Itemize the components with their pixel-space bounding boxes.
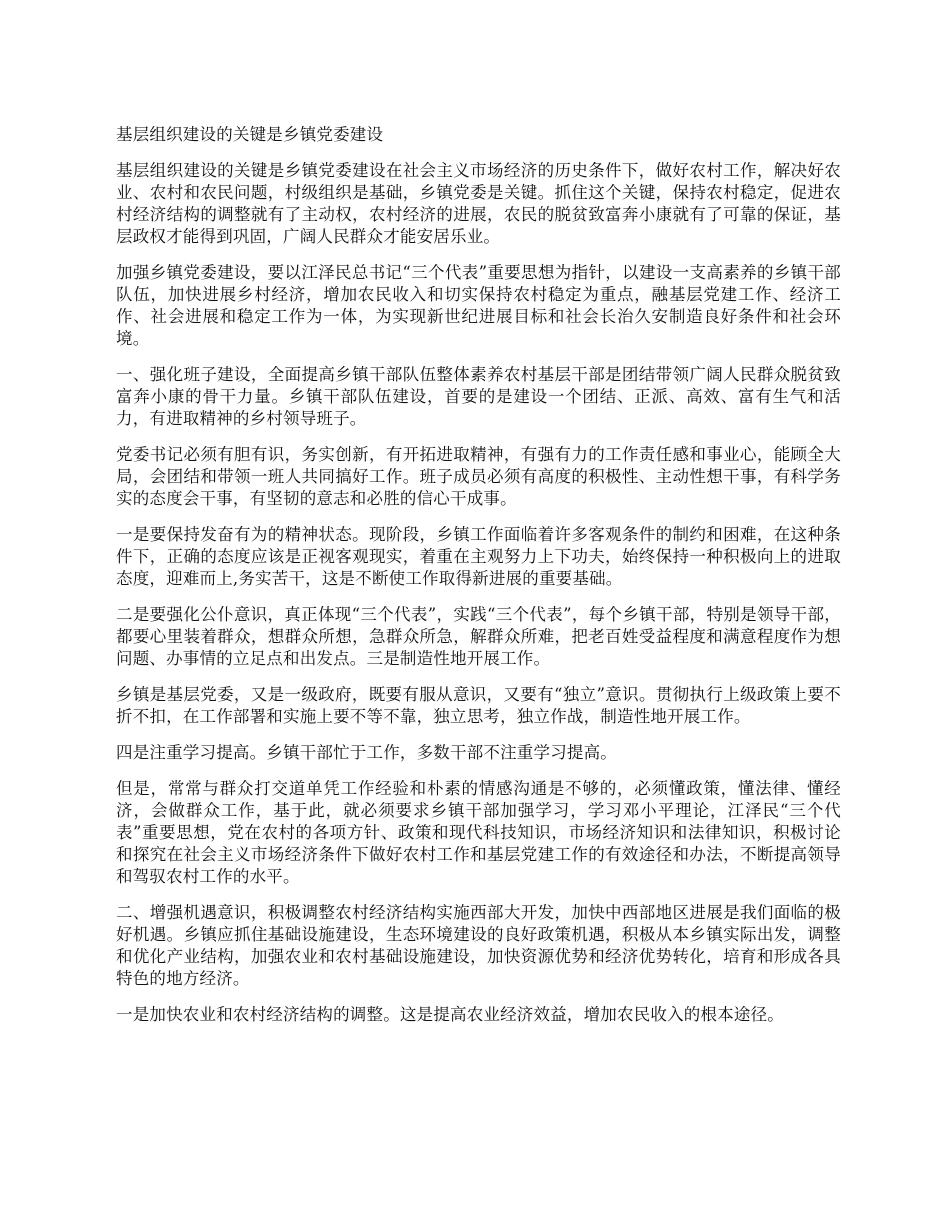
document-title: 基层组织建设的关键是乡镇党委建设 bbox=[116, 125, 384, 144]
paragraph-1: 基层组织建设的关键是乡镇党委建设在社会主义市场经济的历史条件下，做好农村工作，解决好农业、农村和农民问题，村级组织是基础，乡镇党委是关键。抓住这个关键，保持农村稳定，促进农村经济结构的调整就有了主动权，农村经济的进展，农民的脱贫致富奔小康就有了可靠的保证，基层政权才能得到巩固，广阔人民群众才能安居乐业。 bbox=[116, 161, 841, 246]
paragraph-11: 一是加快农业和农村经济结构的调整。这是提高农业经济效益，增加农民收入的根本途径。 bbox=[116, 1005, 784, 1024]
paragraph-7: 乡镇是基层党委，又是一级政府，既要有服从意识，又要有“独立”意识。贯彻执行上级政策上要不折不扣，在工作部署和实施上要不等不靠，独立思考，独立作战，制造性地开展工作。 bbox=[116, 685, 841, 726]
paragraph-2: 加强乡镇党委建设，要以江泽民总书记“三个代表”重要思想为指针，以建设一支高素养的乡镇干部队伍，加快进展乡村经济，增加农民收入和切实保持农村稳定为重点，融基层党建工作、经济工作、社会进展和稳定工作为一体，为实现新世纪进展目标和社会长治久安制造良好条件和社会环境。 bbox=[116, 263, 841, 348]
paragraph-3: 一、强化班子建设，全面提高乡镇干部队伍整体素养农村基层干部是团结带领广阔人民群众脱贫致富奔小康的骨干力量。乡镇干部队伍建设，首要的是建设一个团结、正派、高效、富有生气和活力，有进取精神的乡村领导班子。 bbox=[116, 365, 841, 428]
paragraph-8: 四是注重学习提高。乡镇干部忙于工作，多数干部不注重学习提高。 bbox=[116, 743, 617, 762]
paragraph-6: 二是要强化公仆意识，真正体现“三个代表”，实践“三个代表”，每个乡镇干部，特别是领导干部，都要心里装着群众，想群众所想，急群众所急，解群众所难，把老百姓受益程度和满意程度作为想问题、办事情的立足点和出发点。三是制造性地开展工作。 bbox=[116, 605, 841, 668]
paragraph-9: 但是，常常与群众打交道单凭工作经验和朴素的情感沟通是不够的，必须懂政策，懂法律、懂经济，会做群众工作，基于此，就必须要求乡镇干部加强学习，学习邓小平理论，江泽民“三个代表”重要思想，党在农村的各项方针、政策和现代科技知识，市场经济知识和法律知识，积极讨论和探究在社会主义市场经济条件下做好农村工作和基层党建工作的有效途径和办法，不断提高领导和驾驭农村工作的水平。 bbox=[116, 779, 841, 886]
paragraph-5: 一是要保持发奋有为的精神状态。现阶段，乡镇工作面临着许多客观条件的制约和困难，在这种条件下，正确的态度应该是正视客观现实，着重在主观努力上下功夫，始终保持一种积极向上的进取态度，迎难而上,务实苦干，这是不断使工作取得新进展的重要基础。 bbox=[116, 525, 841, 588]
paragraph-4: 党委书记必须有胆有识，务实创新，有开拓进取精神，有强有力的工作责任感和事业心，能顾全大局，会团结和带领一班人共同搞好工作。班子成员必须有高度的积极性、主动性想干事，有科学务实的态度会干事，有坚韧的意志和必胜的信心干成事。 bbox=[116, 445, 841, 508]
document-page bbox=[116, 124, 841, 1040]
paragraph-10: 二、增强机遇意识，积极调整农村经济结构实施西部大开发，加快中西部地区进展是我们面临的极好机遇。乡镇应抓住基础设施建设，生态环境建设的良好政策机遇，积极从本乡镇实际出发，调整和优化产业结构，加强农业和农村基础设施建设，加快资源优势和经济优势转化，培育和形成各具特色的地方经济。 bbox=[116, 903, 841, 988]
